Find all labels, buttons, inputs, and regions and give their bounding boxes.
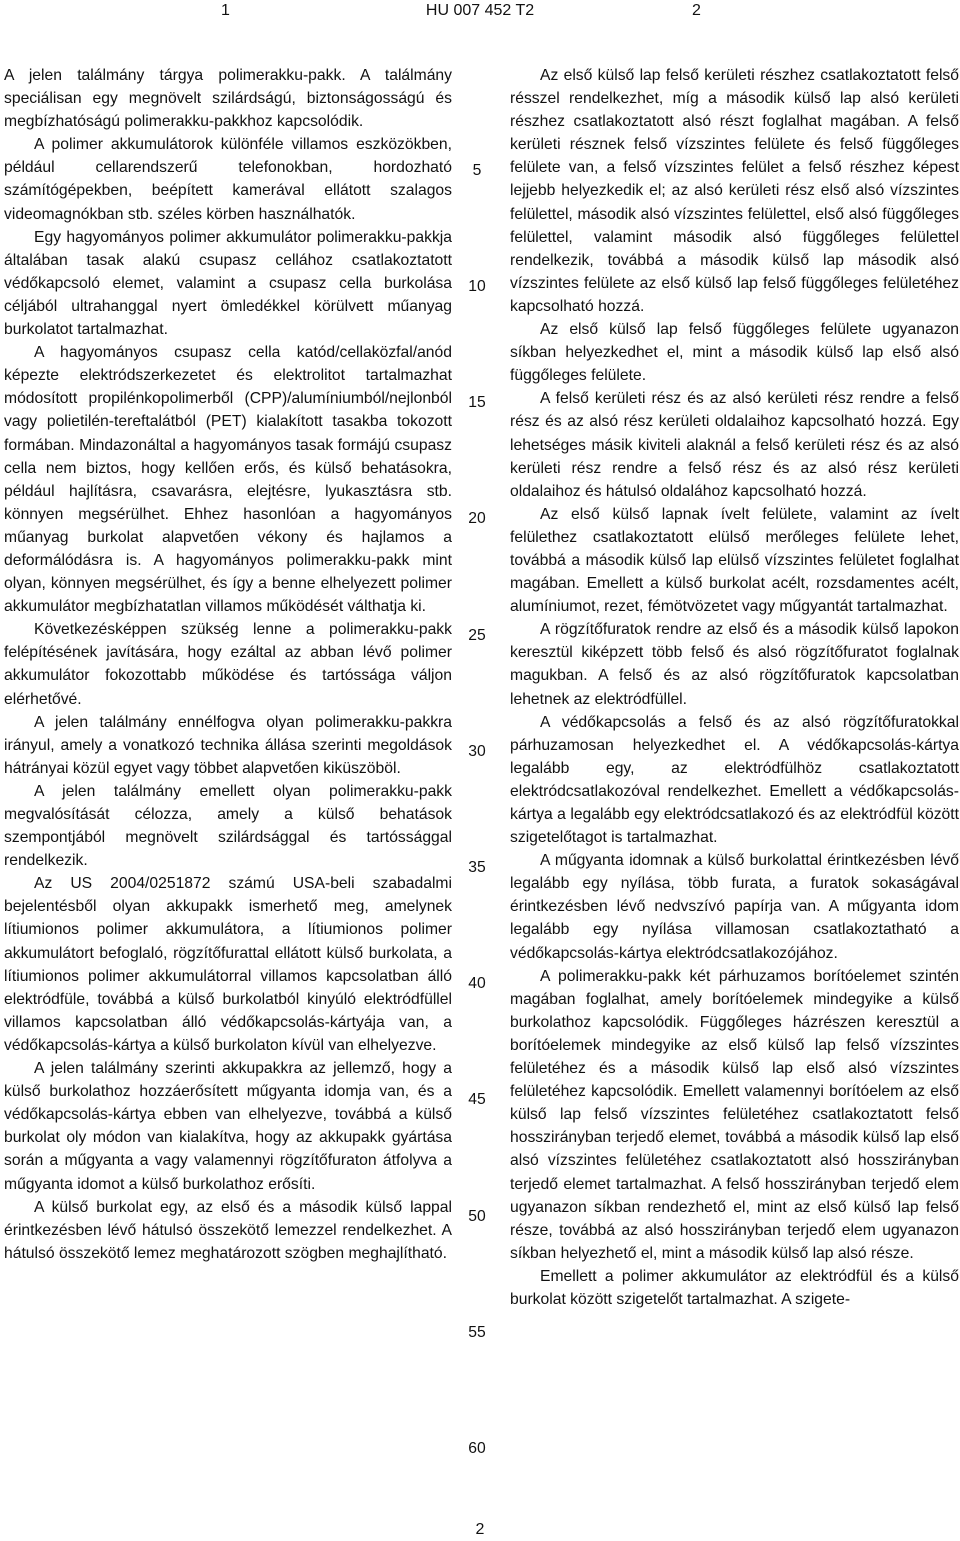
paragraph: Egy hagyományos polimer akkumulátor polimerakku-pakkja általában tasak alakú csupasz cellához csatlakoztatott védőkapcsoló elemet, valamint a csupasz cella burkolása céljából ultrahanggal nyert ömledékkel körülvett műanyag burkolatot tartalmazhat.: [4, 228, 452, 339]
page-footer-number: 2: [475, 1521, 485, 1538]
line-number: 25: [468, 627, 486, 644]
paragraph: A felső kerületi rész és az alsó kerületi rész rendre a felső rész és az alsó rész kerületi oldalaihoz kapcsolható hozzá. Egy lehetséges másik kiviteli alaknál a felső kerületi rész és az alsó kerületi rész rendre a felső rész és az alsó rész kerületi oldalaihoz és hátulsó oldalához kapcsolható hozzá.: [510, 390, 959, 500]
line-number: 50: [468, 1208, 486, 1225]
line-number: 15: [468, 394, 486, 411]
header-page-right: 2: [692, 2, 701, 19]
line-number: 20: [468, 510, 486, 527]
line-number: 30: [468, 743, 486, 760]
line-number: 10: [468, 278, 486, 295]
paragraph: A polimer akkumulátorok különféle villamos eszközökben, például cellarendszerű telefonokban, hordozható számítógépekben, beépített kamerával ellátott szalagos videomagnókban stb. széles körben használhatók.: [4, 136, 452, 223]
line-number: 5: [472, 162, 482, 179]
paragraph: Az US 2004/0251872 számú USA-beli szabadalmi bejelentésből olyan akkupakk ismerhető meg, amelynek lítiumionos polimer akkumulátora, a lítiumionos polimer akkumulátort befoglaló, rögzítőfurattal ellátott külső burkolata, a lítiumionos polimer akkumulátorral villamos kapcsolatban álló elektródfüle, továbbá a külső burkolatból kinyúló elektródfüllel villamos kapcsolatban álló védőkapcsolás-kártyája van, a védőkapcsolás-kártya a külső burkolaton kívül van elhelyezve.: [4, 875, 452, 1054]
line-number: 45: [468, 1091, 486, 1108]
right-text-column: [510, 64, 959, 1311]
paragraph: A jelen találmány ennélfogva olyan polimerakku-pakkra irányul, amely a vonatkozó technika állása szerinti megoldások hátrányai közül egyet vagy többet alapvetően kiküszöböl.: [4, 713, 452, 777]
paragraph: A hagyományos csupasz cella katód/cellaközfal/anód képezte elektródszerkezetet és elektrolitot tartalmazhat módosított propilénkopolimerből (CPP)/alumíniumból/nejlonból vagy polietilén-tereftalátból (PET) kialakított tasakba tokozott formában. Mindazonáltal a hagyományos tasak formájú csupasz cella nem biztos, hogy kellően erős, és külső behatásokra, például hajlításra, csavarásra, elejtésre, lyukasztásra stb. könnyen megsérülhet. Ehhez hasonlóan a hagyományos műanyag burkolat alapvetően vékony és hajlamos a deformálódásra is. A hagyományos polimerakku-pakk mint olyan, könnyen megsérülhet, és így a benne elhelyezett polimer akkumulátor megbízhatatlan villamos működését válthatja ki.: [4, 344, 452, 616]
header-document-number: HU 007 452 T2: [425, 2, 535, 19]
paragraph: Következésképpen szükség lenne a polimerakku-pakk felépítésének javítására, hogy ezáltal az abban lévő polimer akkumulátor fokozottabb működése és tartóssága váljon elérhetővé.: [4, 621, 452, 708]
paragraph: Az első külső lap felső kerületi részhez csatlakoztatott felső résszel rendelkezhet, míg a második külső lap alsó kerületi részhez csatlakoztatott alsó részt foglalhat magában. A felső kerületi résznek felső vízszintes felülete és felső függőleges felülete van, a felső vízszintes felület a felső részhez képest lejjebb helyezkedik el; az alsó kerületi rész első alsó vízszintes felülettel, második alsó vízszintes felülettel, első alsó függőleges felülettel, valamint második alsó függőleges felülettel rendelkezik, továbbá a második külső lap második alsó vízszintes felülete az első külső lap felső függőleges felületéhez kapcsolható hozzá.: [510, 67, 959, 315]
paragraph: A rögzítőfuratok rendre az első és a második külső lapokon keresztül kiképzett több felső és alsó rögzítőfuratot foglalnak magukban. A felső és az alsó rögzítőfuratok kapcsolatban lehetnek az elektródfüllel.: [510, 621, 959, 708]
page-header: [0, 2, 960, 24]
paragraph: A jelen találmány szerinti akkupakkra az jellemző, hogy a külső burkolathoz hozzáerősített műgyanta idomja van, és a védőkapcsolás-kártya ebben van elhelyezve, továbbá a külső burkolat oly módon van kialakítva, hogy az akkupakk gyártása során a műgyanta a vagy valamennyi rögzítőfuraton átfolyva a műgyanta idomot a külső burkolathoz erősíti.: [4, 1060, 452, 1193]
paragraph: A védőkapcsolás a felső és az alsó rögzítőfuratokkal párhuzamosan helyezkedhet el. A védőkapcsolás-kártya legalább egy, az elektródfülhöz csatlakoztatott elektródcsatlakozóval rendelkezhet. Emellett a védőkapcsolás-kártya a legalább egy elektródcsatlakozó és az elektródfül között szigetelőtagot is tartalmazhat.: [510, 713, 959, 847]
paragraph: Az első külső lapnak ívelt felülete, valamint az ívelt felülethez csatlakoztatott elülső merőleges felülete lehet, továbbá a második külső lap elülső vízszintes felületet foglalhat magában. Emellett a külső burkolat acélt, rozsdamentes acélt, alumíniumot, rezet, fémötvözetet vagy műgyantát tartalmazhat.: [510, 505, 959, 616]
paragraph: Az első külső lap felső függőleges felülete ugyanazon síkban helyezkedhet el, mint a második külső lap első alsó függőleges felülete.: [510, 321, 959, 385]
paragraph: A jelen találmány emellett olyan polimerakku-pakk megvalósítását célozza, amely a külső behatások szempontjából megnövelt szilárdsággal és tartóssággal rendelkezik.: [4, 782, 452, 870]
paragraph: Emellett a polimer akkumulátor az elektródfül és a külső burkolat között szigetelőt tartalmazhat. A szigete-: [510, 1267, 959, 1308]
line-number: 60: [468, 1440, 486, 1457]
paragraph: A műgyanta idomnak a külső burkolattal érintkezésben lévő legalább egy nyílása, több furata, a furatok sokaságával érintkezésben lévő nedvszívó papírja van. A műgyanta idom legalább egy nyílása villamosan csatlakoztatható a védőkapcsolás-kártya elektródcsatlakozójához.: [510, 852, 959, 962]
header-page-left: 1: [221, 2, 230, 19]
line-number: 40: [468, 975, 486, 992]
line-number: 55: [468, 1324, 486, 1341]
line-number: 35: [468, 859, 486, 876]
left-text-column: [4, 64, 452, 1265]
paragraph: A jelen találmány tárgya polimerakku-pakk. A találmány speciálisan egy megnövelt szilárdságú, biztonságosságú és megbízhatóságú polimerakku-pakkhoz kapcsolódik.: [4, 67, 452, 131]
paragraph: A külső burkolat egy, az első és a második külső lappal érintkezésben lévő hátulsó összekötő lemezzel rendelkezhet. A hátulsó összekötő lemez meghatározott szögben meghajlítható.: [4, 1198, 452, 1262]
paragraph: A polimerakku-pakk két párhuzamos borítóelemet szintén magában foglalhat, amely borítóelemek mindegyike a külső burkolathoz kapcsolódik. Függőleges házrészen keresztül a borítóelemek mindegyike az első külső lap felső vízszintes felületéhez és a második külső lap első alsó vízszintes felületéhez kapcsolódik. Emellett valamennyi borítóelem az első külső lap felső vízszintes felületéhez csatlakoztatott felső hosszirányban terjedő elemet, továbbá a második külső lap első alsó vízszintes felületéhez csatlakoztatott alsó hosszirányban terjedő elemet tartalmazhat. A felső hosszirányban terjedő elem ugyanazon síkban rendezhető el, mint az első külső lap felső része, továbbá az alsó hosszirányban terjedő elem ugyanazon síkban helyezhető el, mint a második külső lap alsó része.: [510, 967, 959, 1262]
